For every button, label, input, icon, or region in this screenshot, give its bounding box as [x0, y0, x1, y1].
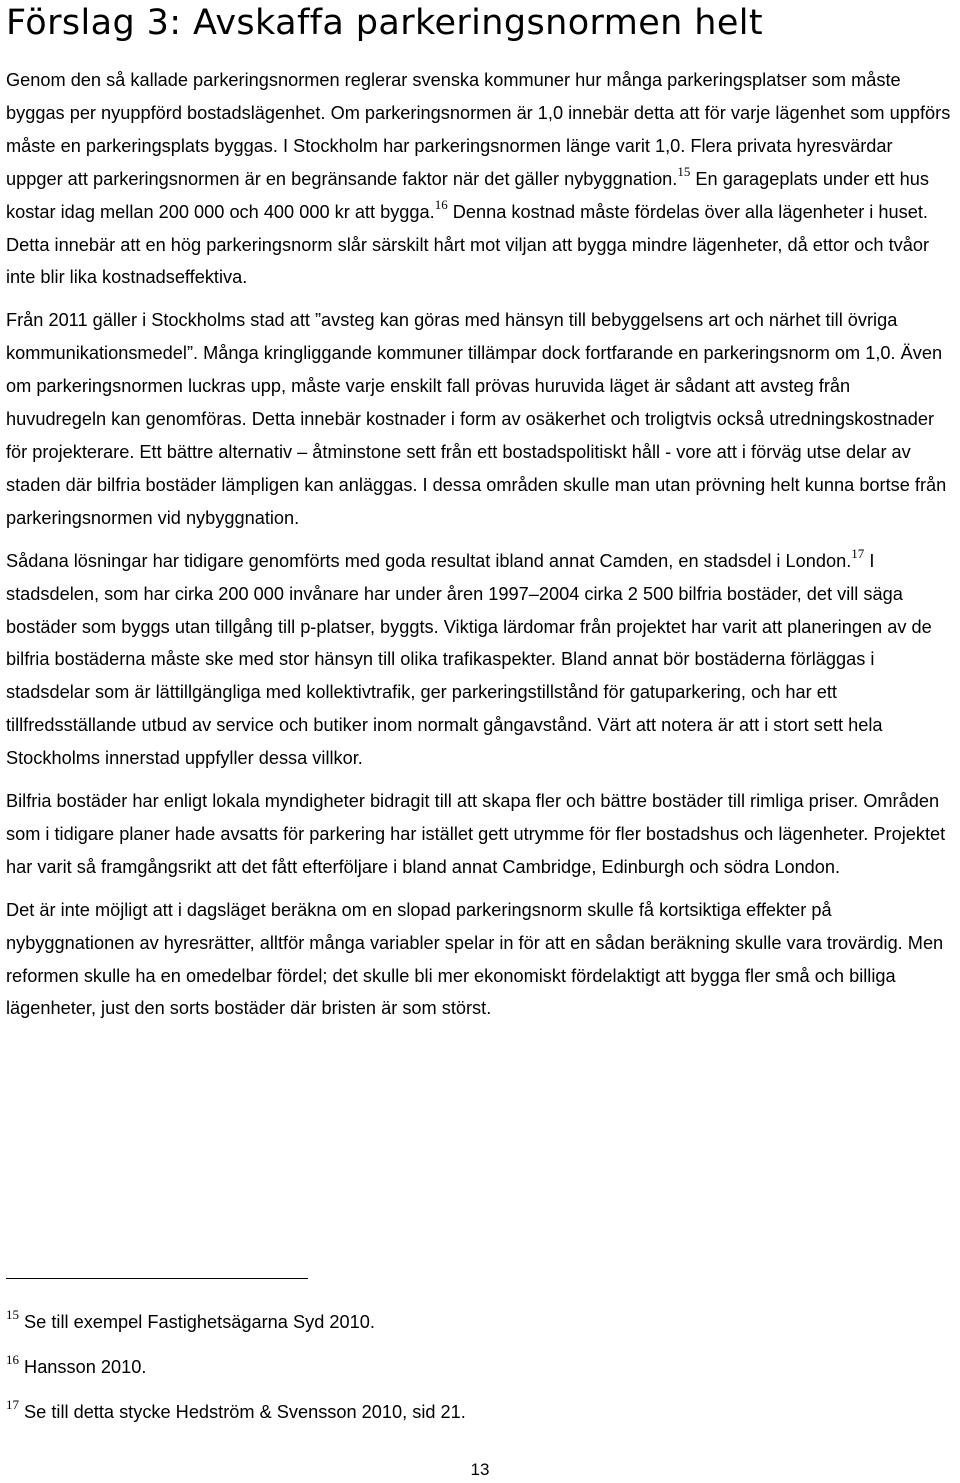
- footnote-text: Se till exempel Fastighetsägarna Syd 2010.: [19, 1312, 375, 1332]
- paragraph-car-free-housing: [6, 785, 952, 884]
- footnote-number: 17: [6, 1397, 19, 1412]
- paragraph-parking-norm: [6, 64, 952, 294]
- footnote-text: Se till detta stycke Hedström & Svensson 2010, sid 21.: [19, 1402, 466, 1422]
- footnote-reference: 16: [434, 196, 448, 212]
- body-text: [6, 64, 952, 1035]
- footnote-number: 16: [6, 1352, 19, 1367]
- paragraph-reform-effects: [6, 894, 952, 1026]
- footnote: [6, 1300, 952, 1345]
- footnote: [6, 1345, 952, 1390]
- footnote-reference: 15: [677, 163, 691, 179]
- paragraph-text: Från 2011 gäller i Stockholms stad att ”avsteg kan göras med hänsyn till bebyggelsens art och närhet till övriga kommunikationsmedel”. Många kringliggande kommuner tillämpar dock fortfarande en parkeringsnorm om 1,0. Även om parkeringsnormen luckras upp, måste varje enskilt fall prövas huruvida läget är sådant att avsteg från huvudregeln kan genomföras. Detta innebär kostnader i form av osäkerhet och troligtvis också utredningskostnader för projekterare. Ett bättre alternativ – åtminstone sett från ett bostadspolitiskt håll - vore att i förväg utse delar av staden där bilfria bostäder lämpligen kan anläggas. I dessa områden skulle man utan prövning helt kunna bortse från parkeringsnormen vid nybyggnation.: [6, 310, 947, 528]
- paragraph-text: Denna kostnad måste fördelas över alla lägenheter i huset. Detta innebär att en hög parkeringsnorm slår särskilt hårt mot viljan att bygga mindre lägenheter, då ettor och tvåor inte blir lika kostnadseffektiva.: [6, 201, 929, 288]
- paragraph-text: Det är inte möjligt att i dagsläget beräkna om en slopad parkeringsnorm skulle få kortsiktiga effekter på nybyggnationen av hyresrätter, alltför många variabler spelar in för att en sådan beräkning skulle vara trovärdig. Men reformen skulle ha en omedelbar fördel; det skulle bli mer ekonomiskt fördelaktigt att bygga fler små och billiga lägenheter, just den sorts bostäder där bristen är som störst.: [6, 899, 944, 1019]
- footnote-reference: 17: [851, 545, 865, 561]
- footnote-number: 15: [6, 1307, 19, 1322]
- paragraph-camden: [6, 545, 952, 775]
- page-number: 13: [470, 1460, 490, 1479]
- paragraph-text: I stadsdelen, som har cirka 200 000 invånare har under åren 1997–2004 cirka 2 500 bilfria bostäder, det vill säga bostäder som byggs utan tillgång till p-platser, byggts. Viktiga lärdomar från projektet har varit att planeringen av de bilfria bostäderna måste ske med stor hänsyn till olika trafikaspekter. Bland annat bör bostäderna förläggas i stadsdelar som är lättillgängliga med kollektivtrafik, ger parkeringstillstånd för gatuparkering, och har ett tillfredsställande utbud av service och butiker inom normalt gångavstånd. Värt att notera är att i stort sett hela Stockholms innerstad uppfyller dessa villkor.: [6, 550, 932, 769]
- footnote: [6, 1390, 952, 1435]
- paragraph-text: Genom den så kallade parkeringsnormen reglerar svenska kommuner hur många parkeringsplatser som måste byggas per nyuppförd bostadslägenhet. Om parkeringsnormen är 1,0 innebär detta att för varje lägenhet som uppförs måste en parkeringsplats byggas. I Stockholm har parkeringsnormen länge varit 1,0. Flera privata hyresvärdar uppger att parkeringsnormen är en begränsande faktor när det gäller nybyggnation.: [6, 70, 951, 189]
- footnotes: [6, 1300, 952, 1435]
- footnote-text: Hansson 2010.: [19, 1357, 147, 1377]
- paragraph-text: Sådana lösningar har tidigare genomförts med goda resultat ibland annat Camden, en stadsdel i London.: [6, 550, 852, 571]
- paragraph-text: Bilfria bostäder har enligt lokala myndigheter bidragit till att skapa fler och bättre bostäder till rimliga priser. Områden som i tidigare planer hade avsatts för parkering har istället gett utrymme för fler bostadshus och lägenheter. Projektet har varit så framgångsrikt att det fått efterföljare i bland annat Cambridge, Edinburgh och södra London.: [6, 791, 946, 877]
- paragraph-text: En garageplats under ett hus kostar idag mellan 200 000 och 400 000 kr att bygga.: [6, 168, 929, 222]
- paragraph-stockholm-2011: [6, 304, 952, 534]
- page-title: Förslag 3: Avskaffa parkeringsnormen helt: [6, 3, 764, 43]
- footnote-separator: [6, 1278, 308, 1279]
